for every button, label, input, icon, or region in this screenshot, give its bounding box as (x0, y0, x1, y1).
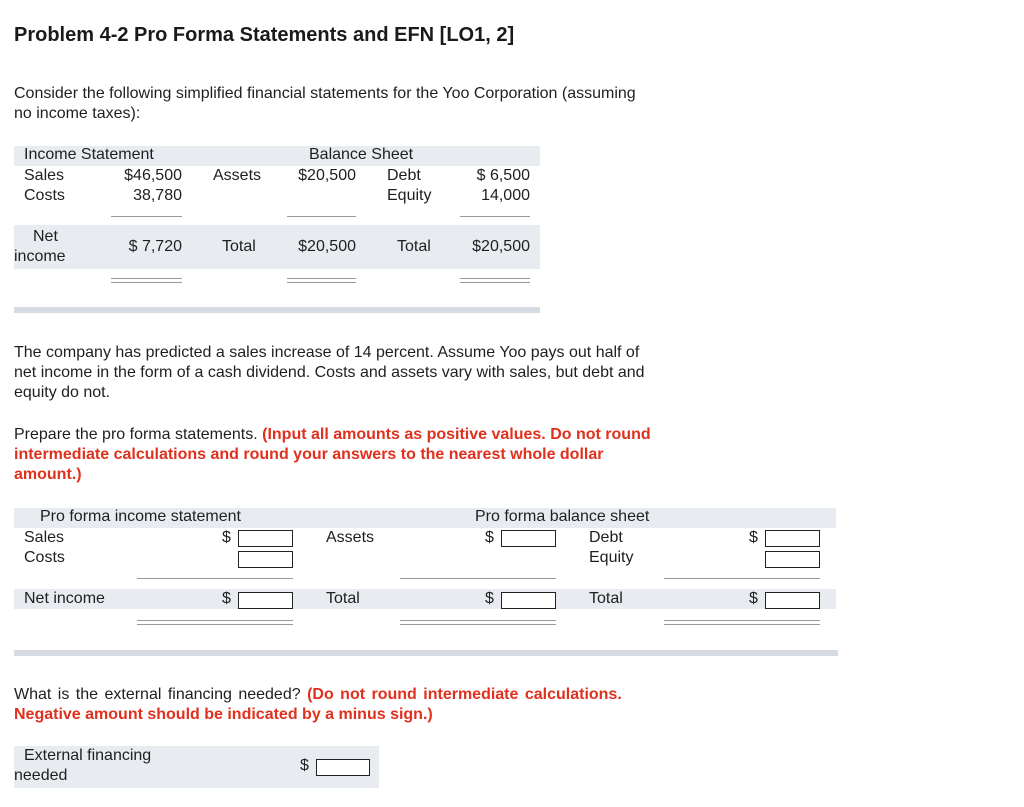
double-rule (287, 278, 356, 283)
pf-costs-label: Costs (24, 549, 65, 566)
rule (664, 578, 820, 579)
double-rule (111, 278, 182, 283)
table-divider (14, 307, 540, 313)
double-rule (400, 620, 556, 625)
problem-title: Problem 4-2 Pro Forma Statements and EFN [LO1, 2] (14, 24, 515, 46)
pro-forma-balance-header: Pro forma balance sheet (475, 508, 650, 525)
debt-value: $ 6,500 (476, 167, 530, 184)
dollar-sign: $ (749, 590, 758, 607)
scenario-line-3: equity do not. (14, 384, 111, 401)
instructions-text (14, 425, 734, 485)
dollar-sign: $ (222, 529, 231, 546)
intro-line-1: Consider the following simplified financial statements for the Yoo Corporation (assuming (14, 85, 636, 102)
efn-note-1: (Do not round intermediate calculations. (307, 686, 622, 703)
pf-sales-label: Sales (24, 529, 65, 546)
rule (400, 578, 556, 579)
scenario-line-2: net income in the form of a cash dividend. Costs and assets vary with sales, but debt and (14, 364, 645, 381)
debt-label: Debt (387, 167, 421, 184)
rule (460, 216, 530, 217)
income-statement-header: Income Statement (24, 146, 154, 163)
scenario-text (14, 343, 734, 403)
total-assets-value: $20,500 (298, 238, 356, 255)
dollar-sign: $ (300, 757, 309, 774)
equity-label: Equity (387, 187, 432, 204)
sales-label: Sales (24, 167, 65, 184)
pro-forma-income-header: Pro forma income statement (40, 508, 241, 525)
pf-net-income-label: Net income (24, 590, 105, 607)
net-income-label-2: income (14, 248, 66, 265)
total-assets-label: Total (222, 238, 256, 255)
double-rule (137, 620, 293, 625)
net-income-value: $ 7,720 (128, 238, 182, 255)
instructions-note-3: amount.) (14, 466, 82, 483)
pf-assets-input[interactable] (501, 530, 556, 547)
net-income-label-1: Net (33, 228, 58, 245)
table-divider (14, 650, 838, 656)
total-le-value: $20,500 (472, 238, 530, 255)
equity-value: 14,000 (481, 187, 530, 204)
dollar-sign: $ (749, 529, 758, 546)
scenario-line-1: The company has predicted a sales increase of 14 percent. Assume Yoo pays out half of (14, 344, 640, 361)
instructions-prefix: Prepare the pro forma statements. (14, 426, 263, 443)
pf-sales-input[interactable] (238, 530, 293, 547)
pf-debt-input[interactable] (765, 530, 820, 547)
double-rule (664, 620, 820, 625)
pf-debt-label: Debt (589, 529, 623, 546)
pf-total-le-input[interactable] (765, 592, 820, 609)
pf-total-assets-label: Total (326, 590, 360, 607)
efn-question (14, 685, 734, 725)
double-rule (460, 278, 530, 283)
dollar-sign: $ (485, 529, 494, 546)
intro-text (14, 84, 734, 124)
pf-equity-label: Equity (589, 549, 634, 566)
rule (137, 578, 293, 579)
dollar-sign: $ (222, 590, 231, 607)
efn-label-1: External financing (24, 747, 152, 764)
pf-total-assets-input[interactable] (501, 592, 556, 609)
efn-label-2: needed (14, 767, 68, 784)
instructions-note-2: intermediate calculations and round your answers to the nearest whole dollar (14, 446, 604, 463)
intro-line-2: no income taxes): (14, 105, 141, 122)
dollar-sign: $ (485, 590, 494, 607)
rule (287, 216, 356, 217)
costs-label: Costs (24, 187, 65, 204)
efn-question-prefix: What is the external financing needed? (14, 686, 308, 703)
total-band (14, 589, 836, 609)
pf-net-income-input[interactable] (238, 592, 293, 609)
instructions-note-1: (Input all amounts as positive values. Do not round (262, 426, 651, 443)
total-le-label: Total (397, 238, 431, 255)
pf-costs-input[interactable] (238, 551, 293, 568)
costs-value: 38,780 (133, 187, 182, 204)
efn-input[interactable] (316, 759, 370, 776)
balance-sheet-header: Balance Sheet (309, 146, 414, 163)
rule (111, 216, 182, 217)
pf-assets-label: Assets (326, 529, 375, 546)
sales-value: $46,500 (124, 167, 182, 184)
pf-total-le-label: Total (589, 590, 623, 607)
assets-label: Assets (213, 167, 262, 184)
pf-equity-input[interactable] (765, 551, 820, 568)
efn-note-2: Negative amount should be indicated by a minus sign.) (14, 706, 433, 723)
assets-value: $20,500 (298, 167, 356, 184)
